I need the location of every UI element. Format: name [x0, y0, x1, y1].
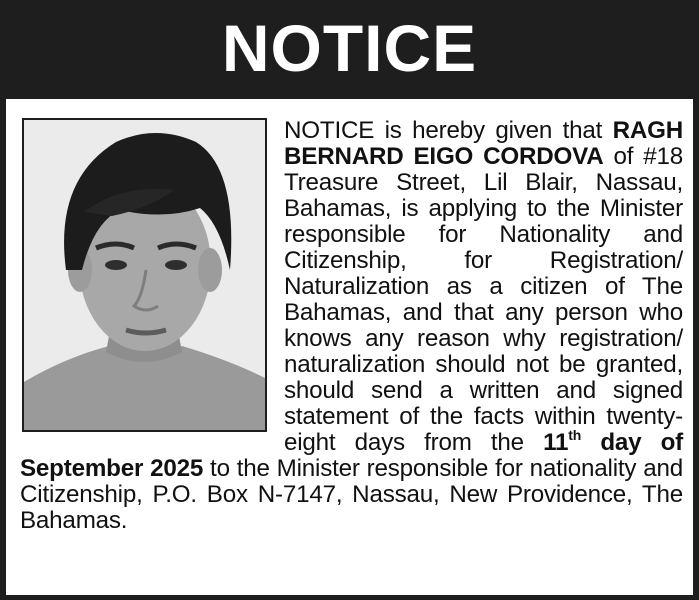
body-closing: to the Minister responsible for nationality and Citizenship, P.O. Box N-7147, Nassau, New Providence, The Bahamas.	[20, 455, 683, 534]
photo-spacer	[20, 118, 284, 448]
body-intro: NOTICE is hereby given that	[284, 117, 613, 144]
deadline-date: day of September 2025	[20, 429, 684, 482]
notice-body	[20, 118, 683, 534]
notice-panel	[6, 99, 693, 595]
notice-title: NOTICE	[221, 11, 478, 85]
deadline-day-suffix: th	[568, 427, 582, 443]
applicant-name: RAGH BERNARD EIGO CORDOVA	[284, 117, 683, 170]
deadline-day-number: 11	[543, 429, 569, 456]
applicant-address: of #18 Treasure Street, Lil Blair, Nassau, Bahamas, is applying to the Minister responsible for Nationality and Citizenship, for Registration/ Naturalization as a citizen of The Bahamas, and that any person who knows any reason why registration/ naturalization should not be granted, should send a written and signed statement of the facts within twenty-eight days from the	[284, 143, 683, 456]
